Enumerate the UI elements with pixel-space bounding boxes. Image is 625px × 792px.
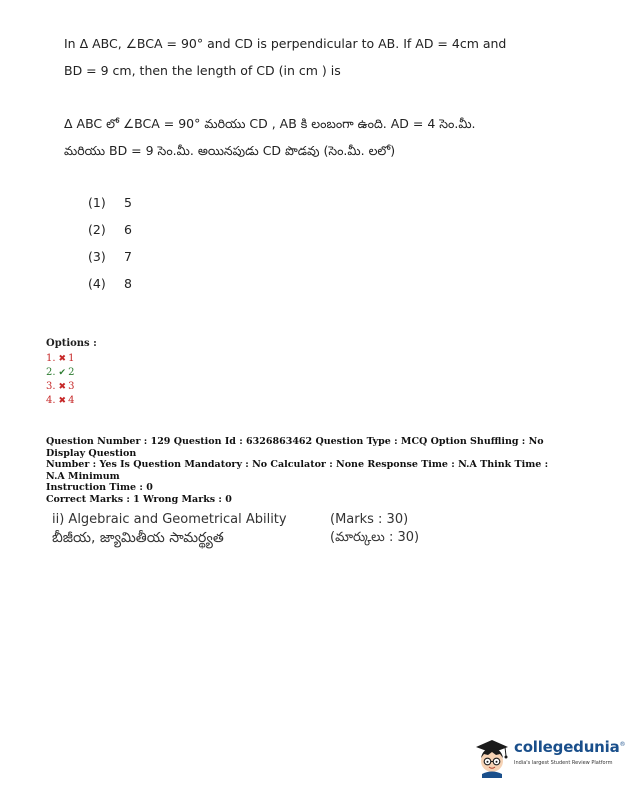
choice-value: 7 (124, 249, 132, 264)
cross-icon: ✖ (58, 396, 67, 406)
choice-number: (2) (88, 222, 106, 237)
option-value: 1 (68, 353, 75, 364)
check-icon: ✔ (58, 368, 67, 378)
cross-icon: ✖ (58, 382, 67, 392)
question-telugu (64, 110, 476, 164)
question-telugu-line: మరియు BD = 9 సెం.మీ. అయినపుడు CD పొడవు (సెం.మీ. లలో) (64, 143, 396, 158)
metadata-line: Number : Yes Is Question Mandatory : No Calculator : None Response Time : N.A Think Time : N.A Minimum (46, 459, 549, 482)
question-english-line: In Δ ABC, ∠BCA = 90° and CD is perpendicular to AB. If AD = 4cm and (64, 36, 507, 51)
option-index: 2. (46, 367, 56, 378)
options-block (46, 338, 97, 408)
option-value: 3 (68, 381, 75, 392)
section-marks-telugu: (మార్కులు : 30) (330, 530, 420, 545)
option-value: 2 (68, 367, 75, 378)
marks-line: Correct Marks : 1 Wrong Marks : 0 (46, 493, 232, 505)
option-item (46, 366, 97, 380)
question-english (64, 30, 506, 84)
answer-choices (88, 192, 132, 300)
choice-number: (1) (88, 195, 106, 210)
question-metadata (46, 436, 566, 505)
section-marks-english: (Marks : 30) (330, 512, 409, 527)
question-english-line: BD = 9 cm, then the length of CD (in cm ) is (64, 63, 341, 78)
cross-icon: ✖ (58, 354, 67, 364)
choice-value: 5 (124, 195, 132, 210)
logo-wordmark (514, 738, 625, 756)
answer-choice (88, 273, 132, 300)
section-title-telugu: బీజీయ, జ్యామితీయ సామర్థ్యత (52, 530, 224, 546)
options-title: Options : (46, 338, 97, 349)
answer-choice (88, 192, 132, 219)
section-title-english: ii) Algebraic and Geometrical Ability (52, 512, 287, 527)
metadata-line: Question Number : 129 Question Id : 6326863462 Question Type : MCQ Option Shuffling : No Display Question (46, 436, 544, 459)
trademark-mark: ® (619, 741, 625, 748)
student-mascot-icon (470, 734, 514, 778)
logo-name: collegedunia (514, 738, 620, 756)
answer-choice (88, 219, 132, 246)
option-index: 1. (46, 353, 56, 364)
option-item (46, 394, 97, 408)
logo-tagline: India's largest Student Review Platform (514, 760, 613, 766)
answer-choice (88, 246, 132, 273)
option-index: 4. (46, 395, 56, 406)
choice-number: (4) (88, 276, 106, 291)
option-item (46, 352, 97, 366)
option-index: 3. (46, 381, 56, 392)
option-value: 4 (68, 395, 75, 406)
metadata-line: Instruction Time : 0 (46, 482, 153, 493)
choice-number: (3) (88, 249, 106, 264)
choice-value: 6 (124, 222, 132, 237)
option-item (46, 380, 97, 394)
question-telugu-line: Δ ABC లో ∠BCA = 90° మరియు CD , AB కి లంబంగా ఉంది. AD = 4 సెం.మీ. (64, 116, 476, 131)
collegedunia-logo (470, 734, 625, 778)
choice-value: 8 (124, 276, 132, 291)
